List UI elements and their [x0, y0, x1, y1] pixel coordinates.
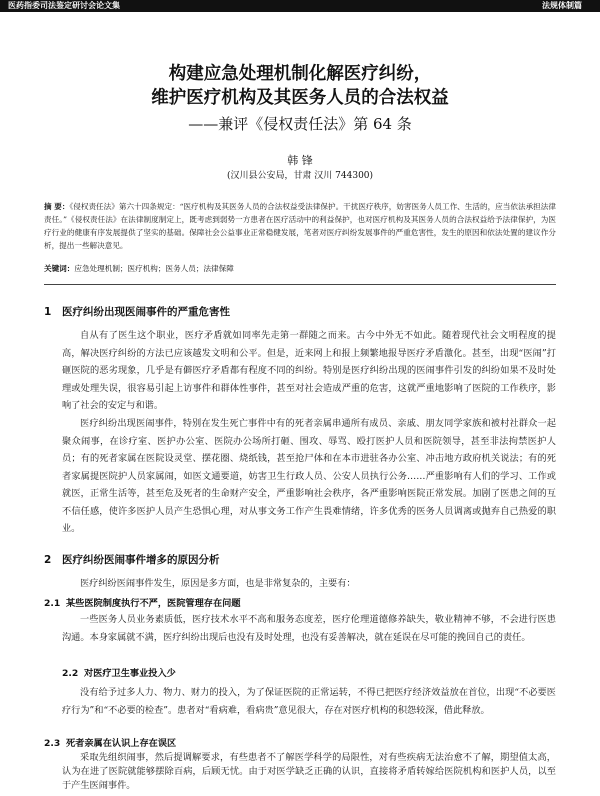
running-header-right: 法规体制篇 — [542, 1, 582, 10]
section-number: 2 — [44, 554, 52, 566]
paragraph: 没有给予过多人力、物力、财力的投入，为了保证医院的正常运转，不得已把医疗经济效益放在首位，出现“不必要医疗行为”和“不必要的检查”。患者对“看病难，看病贵”意见很大，存在对医疗机构的积怨较深，借此释放。 — [62, 687, 556, 716]
running-header — [0, 0, 600, 12]
paragraph: 一些医务人员业务素质低，医疗技术水平不高和服务态度差，医疗伦理道德修养缺失，敬业精神不够，不会进行医患沟通。本身家属就不满，医疗纠纷出现后也没有及时处理，也没有妥善解决，就在延误在尽可能的挽回自己的责任。 — [62, 614, 556, 643]
abstract-label: 摘 要： — [44, 202, 70, 211]
subsection-heading — [44, 735, 538, 749]
abstract — [44, 200, 556, 252]
subsection-title: 对医疗卫生事业投入少 — [84, 668, 176, 679]
article-subtitle: ——兼评《侵权责任法》第 64 条 — [188, 115, 412, 133]
paragraph: 医疗纠纷出现医闹事件，特别在发生死亡事件中有的死者亲属串通所有成员、亲戚、朋友同学家族和被村社群众一起聚众闹事，在诊疗室、医护办公室、医院办公场所打砸、围攻、辱骂、殴打医护人员和医院领导，甚至非法拘禁医护人员；有的死者家属在医院设灵堂、摆花圈、烧纸钱，甚至抢尸体和在本市进驻各办公室、冲击地方政府机关说法；有的死者家属提医院护人员家属闹，如医文通要道，妨害卫生行政人员、公安人员执行公务……严重影响有人们的学习、工作或就医，正常生活等，甚至危及死者的生命财产安全，严重影响社会秩序，各严重影响医院正常发展。加剧了医患之间的互不信任感，使许多医护人员产生恐惧心理，对从事文务工作产生畏难情绪，许多优秀的医务人员调离或抛弃自己热爱的职业。 — [62, 418, 556, 534]
section-title: 医疗纠纷医闹事件增多的原因分析 — [62, 554, 220, 566]
subsection-heading — [44, 595, 538, 609]
subsection-number: 2.2 — [62, 668, 79, 679]
section-number: 1 — [44, 306, 52, 318]
keywords-label: 关键词： — [44, 264, 75, 273]
paragraph: 采取先组织闹事，然后提调解要求，有些患者不了解医学科学的局限性，对有些疾病无法治愈不了解，期望值太高，认为在进了医院就能够摆除百病，后顾无忧。由于对医学缺乏正确的认识，直接将矛盾转嫁给医院机构和医护人员，以至于产生医闹事件。 — [62, 752, 556, 791]
subsection-title: 死者亲属在认识上存在误区 — [66, 738, 177, 749]
article-title-line-1: 构建应急处理机制化解医疗纠纷， — [168, 64, 432, 84]
paragraph: 自从有了医生这个职业，医疗矛盾就如同率先走第一群随之而来。古今中外无不如此。随着现代社会文明程度的提高，解决医疗纠纷的方法已应该越发文明和公平。但是，近来网上和报上频繁地报导医疗矛盾激化。甚至，出现“医闹”打砸医院的恶劣现象，几乎是有僻医疗矛盾都有程度不同的纠纷。特别是医疗纠纷出现的医闹事件引发的纠纷如果不及时处理或处理失误，很容易引起上访事件和群体性事件，甚至对社会造成严重的危害，这就严重地影响了医院的工作秩序，影响了社会的安定与和谐。 — [62, 330, 556, 411]
section-heading — [44, 552, 556, 567]
article-title-line-2: 维护医疗机构及其医务人员的合法权益 — [151, 88, 449, 108]
subsection-number: 2.3 — [44, 738, 61, 749]
section-heading — [44, 304, 556, 319]
subsection-heading — [62, 665, 556, 679]
abstract-text: 《侵权责任法》第六十四条规定：“医疗机构及其医务人员的合法权益受法律保护。干扰医疗秩序，妨害医务人员工作、生活的，应当依法承担法律责任。”《侵权责任法》在法律制度制定上，既考虑到弱势一方患者在医疗活动中的利益保护，也对医疗机构及其医务人员的合法权益给予法律保护，为医疗行业的健康有序发展提供了坚实的基础。保障社会公益事业正常稳健发展，笔者对医疗纠纷发展事件的严重危害性，发生的原因和依法处置的建议作分析，提出一些解决意见。 — [44, 202, 556, 250]
keywords-text: 应急处理机制；医疗机构；医务人员；法律保障 — [74, 264, 234, 273]
author-affiliation: (汉川县公安局，甘肃 汉川 744300) — [226, 171, 374, 181]
author-name: 韩 锋 — [287, 154, 313, 167]
abstract-divider — [44, 284, 556, 285]
subsection-number: 2.1 — [44, 598, 61, 609]
section-title: 医疗纠纷出现医闹事件的严重危害性 — [62, 306, 230, 318]
subsection-title: 某些医院制度执行不严，医院管理存在问题 — [66, 598, 241, 609]
paragraph: 医疗纠纷医闹事件发生，原因是多方面，也是非常复杂的，主要有： — [80, 578, 356, 589]
running-header-left: 医药指委司法鉴定研讨会论文集 — [8, 1, 120, 10]
keywords — [44, 263, 556, 275]
